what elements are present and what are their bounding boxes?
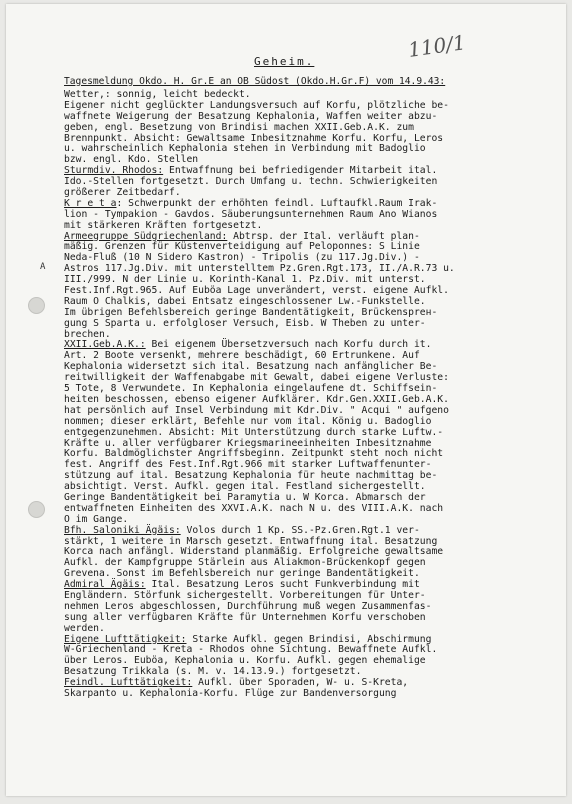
- line-text: Ido.-Stellen fortgesetzt. Durch Umfang u. techn. Schwierigkeiten: [64, 176, 438, 188]
- line-text: stützung auf ital. Besatzung Kephalonia für heute nachmittag be-: [64, 470, 438, 482]
- line-text: Kräfte u. aller verfügbarer Kriegsmarineeinheiten Inbesitznahme: [64, 437, 432, 449]
- report-heading: Tagesmeldung Okdo. H. Gr.E an OB Südost (Okdo.H.Gr.F) vom 14.9.43:: [64, 76, 446, 87]
- handwritten-page-number: 110/1: [406, 30, 468, 62]
- line-text: W-Griechenland - Kreta - Rhodos ohne Sichtung. Bewaffnete Aufkl.: [64, 644, 438, 656]
- section-label: Feindl. Lufttätigkeit:: [64, 677, 193, 689]
- line-text: Engländern. Störfunk sichergestellt. Vorbereitungen für Unter-: [64, 589, 426, 601]
- line-text: stärkt, 1 weitere in Marsch gesetzt. Entwaffnung ital. Besatzung: [64, 535, 438, 547]
- line-text: nommen; dieser erklärt, Befehle nur vom ital. König u. Badoglio: [64, 415, 432, 427]
- line-text: Fest.Inf.Rgt.965. Auf Euböa Lage unverändert, verst. eigene Aufkl.: [64, 285, 449, 297]
- line-text: entwaffneten Einheiten des XXVI.A.K. nach N u. des VIII.A.K. nach: [64, 502, 444, 514]
- line-text: Abtrsp. der Ital. verläuft plan-: [227, 230, 420, 242]
- line-text: Im übrigen Befehlsbereich geringe Bandentätigkeit, Brückensprен-: [64, 306, 438, 318]
- line-text: Eigener nicht geglückter Landungsversuch auf Korfu, plötzliche be-: [64, 99, 449, 111]
- classification-title: Geheim.: [254, 55, 315, 68]
- line-text: Ital. Besatzung Leros sucht Funkverbindung mit: [145, 579, 420, 591]
- section-label: Sturmdiv. Rhodos:: [64, 165, 164, 177]
- line-text: nehmen Leros abgeschlossen, Durchführung muß wegen Zusammenfas-: [64, 600, 432, 612]
- line-text: reitwilligkeit der Waffenabgabe mit Gewalt, dabei eigene Verluste:: [64, 372, 449, 384]
- line-text: Kephalonia widersetzt sich ital. Besatzung nach anfänglicher Be-: [64, 361, 438, 373]
- line-text: entgegenzunehmen. Absicht: Mit Unterstützung durch starke Luftw.-: [64, 426, 444, 438]
- line-text: lion - Tympakion - Gavdos. Säuberungsunternehmen Raum Ano Wianos: [64, 208, 438, 220]
- line-text: geben, engl. Besetzung von Brindisi machen XXII.Geb.A.K. zum: [64, 121, 414, 133]
- line-text: größerer Zeitbedarf.: [64, 187, 181, 199]
- punch-hole-top: [28, 297, 45, 314]
- text-line: [64, 689, 544, 700]
- line-text: Entwaffnung bei befriedigender Mitarbeit ital.: [163, 165, 438, 177]
- line-text: werden.: [64, 622, 105, 634]
- line-text: : Schwerpunkt der erhöhten feindl. Luftaufkl.Raum Irak-: [116, 197, 438, 209]
- section-label: Admiral Ägäis:: [64, 579, 146, 591]
- line-text: hat persönlich auf Insel Verbindung mit Kdr.Div. " Acqui " aufgeno: [64, 404, 449, 416]
- text-line: [64, 319, 544, 330]
- line-text: fest. Angriff des Fest.Inf.Rgt.966 mit starker Luftwaffenunter-: [64, 459, 432, 471]
- report-body: [64, 90, 544, 700]
- line-text: III./999. N der Linie u. Korinth-Kanal 1. Pz.Div. mit unterst.: [64, 274, 426, 286]
- line-text: Bei eigenem Übersetzversuch nach Korfu durch it.: [145, 339, 432, 351]
- line-text: mit stärkeren Kräften fortgesetzt.: [64, 219, 263, 231]
- line-text: Aufkl. der Kampfgruppe Stärlein aus Aliakmon-Brückenkopf gegen: [64, 557, 426, 569]
- line-text: sung aller verfügbaren Kräfte für Unternehmen Korfu verschoben: [64, 611, 426, 623]
- section-label: Armeegruppe Südgriechenland:: [64, 230, 228, 242]
- section-label: Eigene Lufttätigkeit:: [64, 633, 187, 645]
- line-text: Starke Aufkl. gegen Brindisi, Abschirmung: [186, 633, 432, 645]
- line-text: 5 Tote, 8 Verwundete. In Kephalonia eingelaufene dt. Schiffsein-: [64, 383, 438, 395]
- line-text: Korca nach anfängl. Widerstand planmäßig. Erfolgreiche gewaltsame: [64, 546, 444, 558]
- section-label: XXII.Geb.A.K.:: [64, 339, 146, 351]
- document-page: [6, 4, 566, 796]
- line-text: heiten beschossen, ebenso eigener Aufklärer. Kdr.Gen.XXII.Geb.A.K.: [64, 393, 449, 405]
- line-text: über Leros. Euböa, Kephalonia u. Korfu. Aufkl. gegen ehemalige: [64, 655, 426, 667]
- line-text: Volos durch 1 Kp. SS.-Pz.Gren.Rgt.1 ver-: [180, 524, 420, 536]
- text-line: [64, 504, 544, 515]
- line-text: Brennpunkt. Absicht: Gewaltsame Inbesitznahme Korfu. Korfu, Leros: [64, 132, 444, 144]
- line-text: Art. 2 Boote versenkt, mehrere beschädigt, 60 Ertrunkene. Auf: [64, 350, 420, 362]
- line-text: brechen.: [64, 328, 111, 340]
- line-text: Besatzung Trikkala (s. M. v. 14.13.9.) fortgesetzt.: [64, 666, 362, 678]
- line-text: Skarpanto u. Kephalonia-Korfu. Flüge zur Bandenversorgung: [64, 687, 397, 699]
- line-text: Raum O Chalkis, dabei Entsatz eingeschlossener Lw.-Funkstelle.: [64, 295, 426, 307]
- line-text: Korfu. Baldmöglichster Angriffsbeginn. Zeitpunkt steht noch nicht: [64, 448, 444, 460]
- margin-mark: A: [40, 262, 46, 272]
- line-text: mäßig. Grenzen für Küstenverteidigung auf Peloponnes: S Linie: [64, 241, 420, 253]
- line-text: Aufkl. über Sporaden, W- u. S-Kreta,: [192, 677, 409, 689]
- line-text: O im Gange.: [64, 513, 129, 525]
- line-text: Geringe Bandentätigkeit bei Paramytia u. W Korca. Abmarsch der: [64, 491, 426, 503]
- line-text: Astros 117.Jg.Div. mit unterstelltem Pz.Gren.Rgt.173, II./A.R.73 u.: [64, 263, 455, 275]
- line-text: Neda-Fluß (10 N Sidero Kastron) - Tripolis (zu 117.Jg.Div.) -: [64, 252, 420, 264]
- section-label: Bfh. Saloniki Ägäis:: [64, 524, 181, 536]
- line-text: bzw. engl. Kdo. Stellen: [64, 154, 199, 166]
- text-line: [64, 613, 544, 624]
- line-text: Grevena. Sonst im Befehlsbereich nur geringe Bandentätigkeit.: [64, 568, 420, 580]
- section-label: K r e t a: [64, 197, 117, 209]
- line-text: u. wahrscheinlich Kephalonia stehen in Verbindung mit Badoglio: [64, 143, 426, 155]
- line-text: waffnete Weigerung der Besatzung Kephalonia, Waffen weiter abzu-: [64, 110, 438, 122]
- line-text: Wetter,: sonnig, leicht bedeckt.: [64, 89, 251, 100]
- punch-hole-bottom: [28, 501, 45, 518]
- line-text: absichtigt. Verst. Aufkl. gegen ital. Festland sichergestellt.: [64, 481, 426, 493]
- line-text: gung S Sparta u. erfolgloser Versuch, Eisb. W Theben zu unter-: [64, 317, 426, 329]
